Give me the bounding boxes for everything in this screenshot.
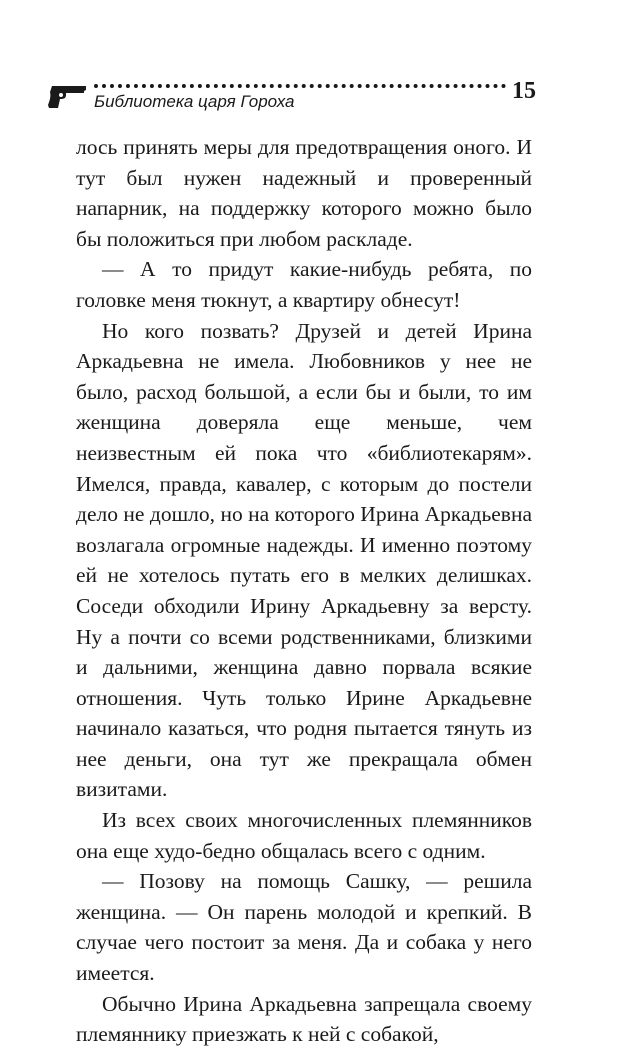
running-header <box>46 78 546 118</box>
paragraph: лось принять меры для предотвращения оного. И тут был нужен надежный и проверенный напарник, на поддержку которого можно было бы положиться при любом раскладе. <box>76 135 532 251</box>
page-number: 15 <box>512 78 536 104</box>
paragraph: Из всех своих многочисленных племянников она еще худо-бедно общалась всего с одним. <box>76 808 532 863</box>
paragraph: Но кого позвать? Друзей и детей Ирина Аркадьевна не имела. Любовников у нее не было, расход большой, а если бы и были, то им женщина доверяла еще меньше, чем неизвестным ей пока что «библиотекарям». Имелся, правда, кавалер, с которым до постели дело не дошло, но на которого Ирина Аркадьевна возлагала огромные надежды. И именно поэтому ей не хотелось путать его в мелких делишках. Соседи обходили Ирину Аркадьевну за версту. Ну а почти со всеми родственниками, близкими и дальними, женщина давно порвала всякие отношения. Чуть только Ирине Аркадьевне начинало казаться, что родня пытается тянуть из нее деньги, она тут же прекращала обмен визитами. <box>76 318 532 802</box>
paragraph: Обычно Ирина Аркадьевна запрещала своему племяннику приезжать к ней с собакой, <box>76 991 532 1047</box>
header-dotted-rule <box>94 84 506 88</box>
body-text <box>76 132 532 1050</box>
paragraph: — Позову на помощь Сашку, — решила женщина. — Он парень молодой и крепкий. В случае чего постоит за меня. Да и собака у него имеется. <box>76 869 532 986</box>
revolver-icon <box>46 82 88 110</box>
paragraph: — А то придут какие-нибудь ребята, по головке меня тюкнут, а квартиру обнесут! <box>76 257 532 312</box>
running-title: Библиотека царя Гороха <box>94 92 295 111</box>
